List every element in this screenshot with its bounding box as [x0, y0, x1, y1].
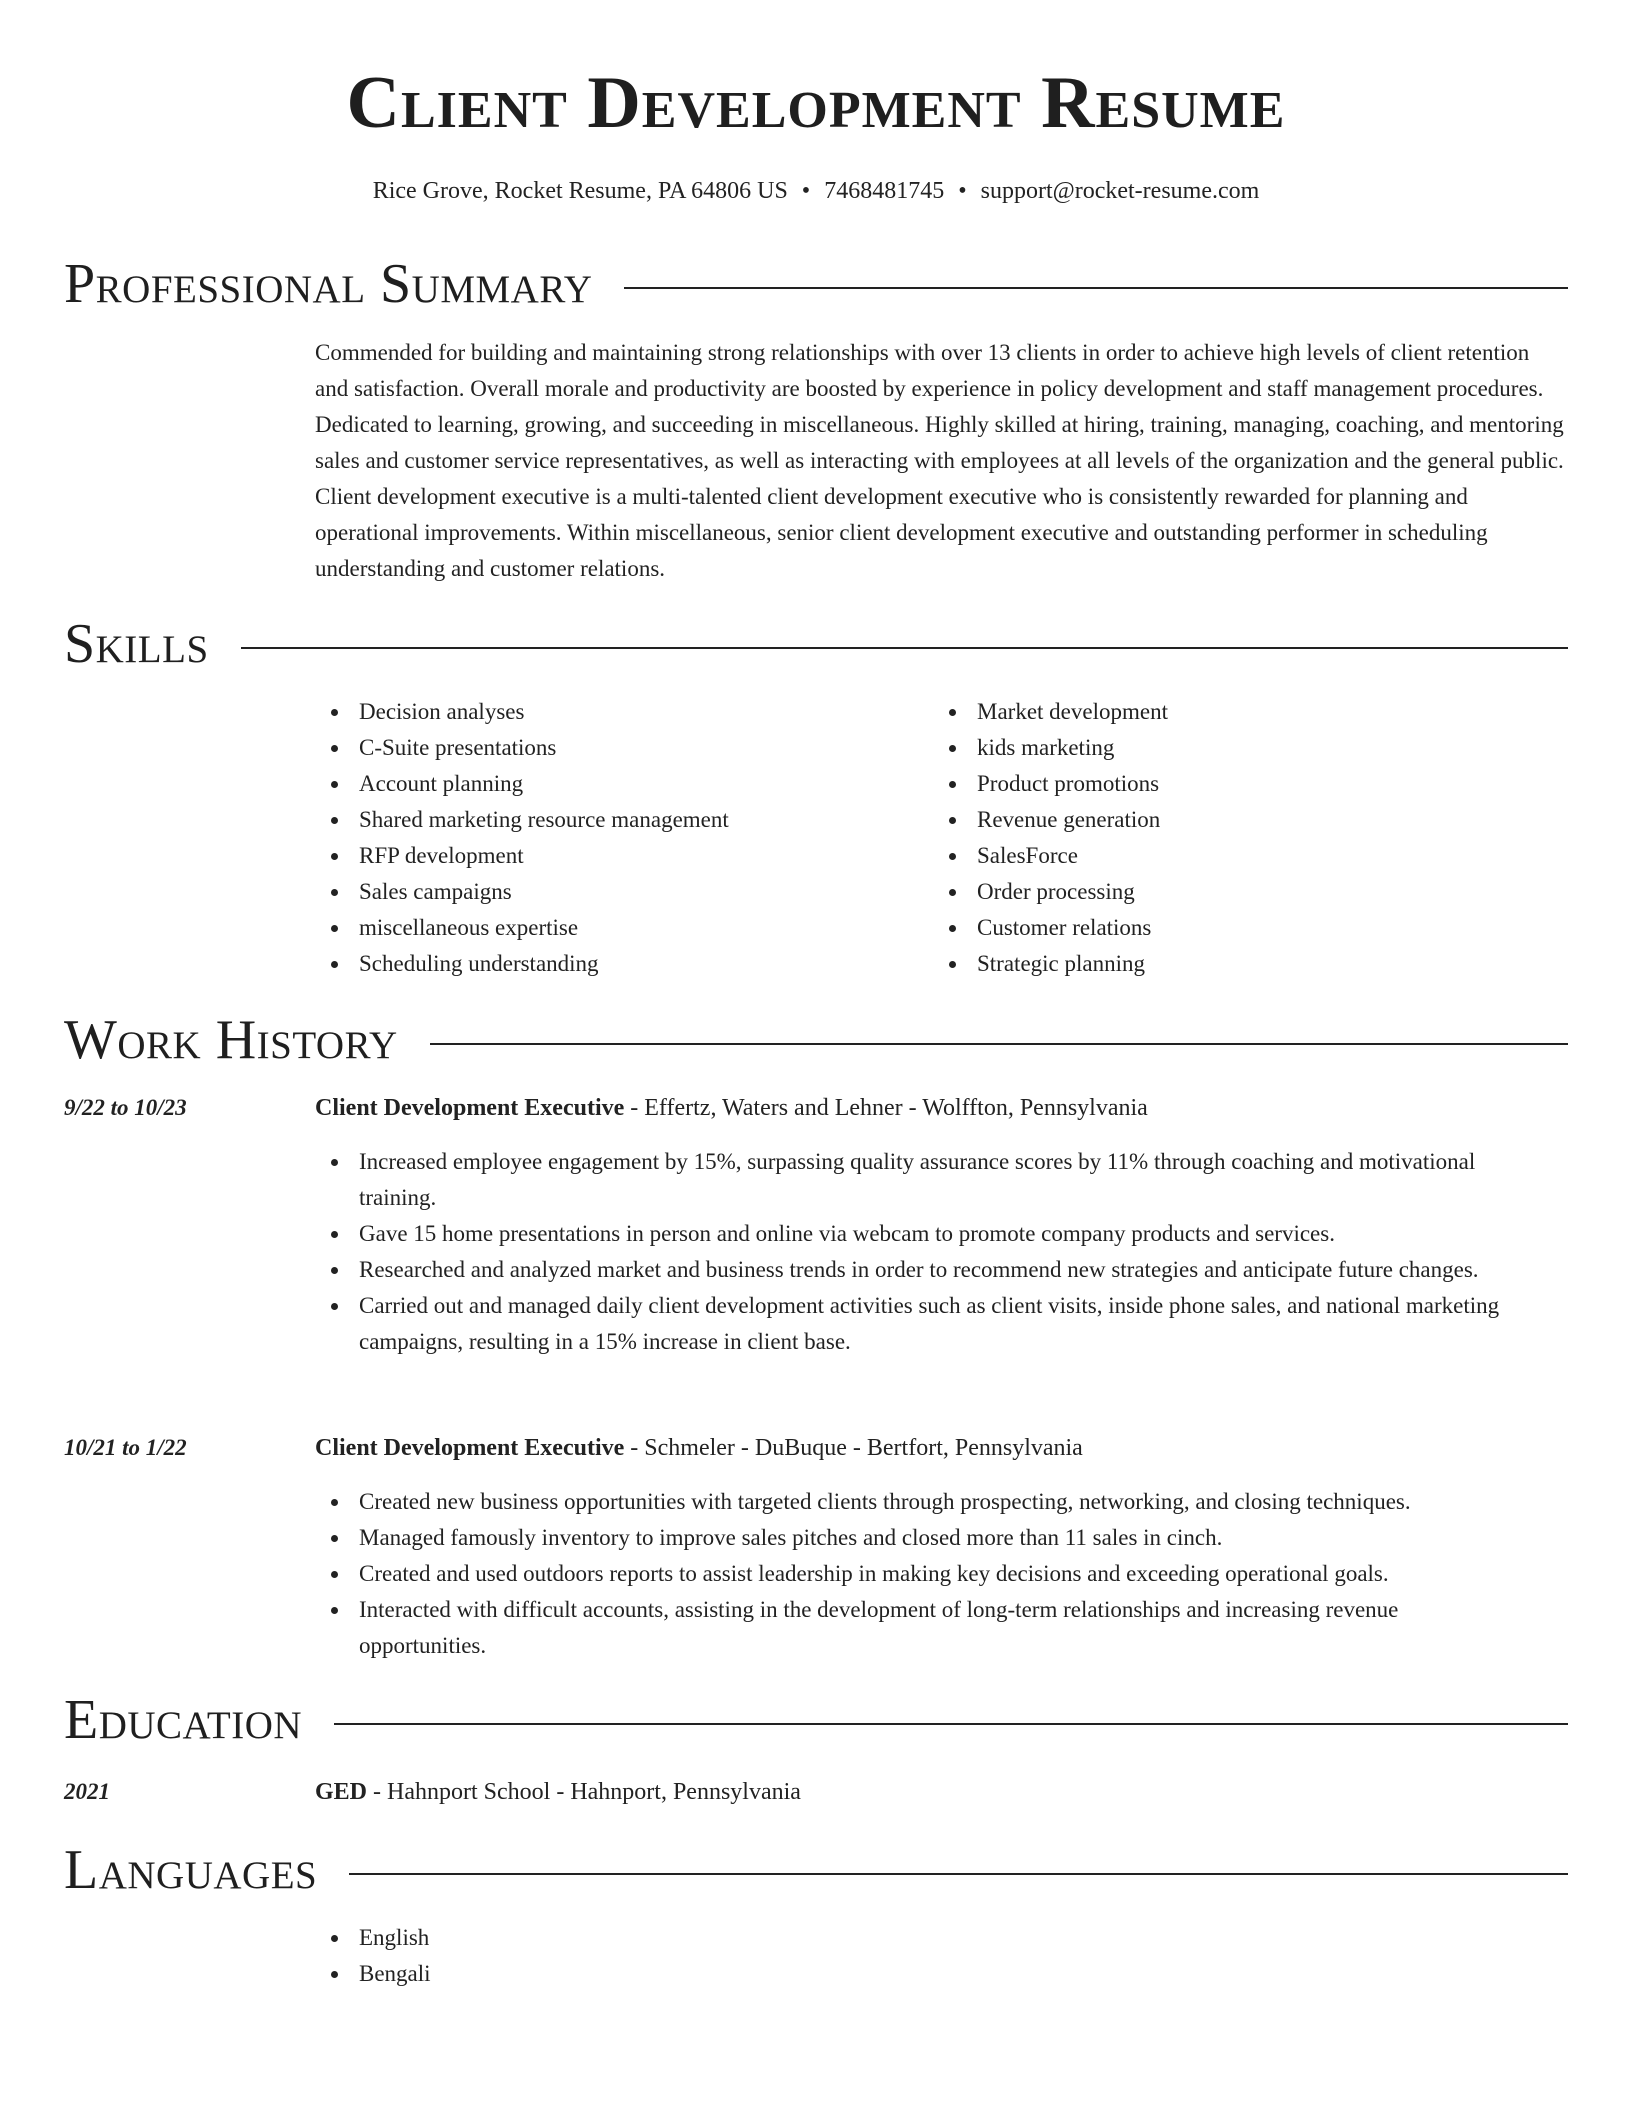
education-heading-line — [315, 1774, 1568, 1810]
section-divider — [349, 1873, 1568, 1875]
skill-item: Order processing — [933, 874, 1551, 910]
work-section-header — [64, 1008, 1568, 1072]
contact-email[interactable]: support@rocket-resume.com — [980, 178, 1260, 204]
job-bullet: Interacted with difficult accounts, assisting in the development of long-term relationships and increasing revenue opportunities. — [315, 1592, 1508, 1664]
job-dates: 9/22 to 10/23 — [64, 1095, 187, 1120]
job-bullet: Gave 15 home presentations in person and online via webcam to promote company products and services. — [315, 1216, 1508, 1252]
section-divider — [624, 287, 1568, 289]
skills-section-header — [64, 612, 1568, 676]
section-divider — [241, 647, 1568, 649]
skill-item: C-Suite presentations — [315, 730, 933, 766]
job-bullet-list — [315, 1144, 1508, 1360]
contact-line — [0, 176, 1632, 206]
languages-section-header — [64, 1838, 1568, 1902]
job-details: - Schmeler - DuBuque - Bertfort, Pennsylvania — [624, 1435, 1083, 1461]
summary-heading: Professional Summary — [64, 253, 593, 315]
job-bullet: Created and used outdoors reports to assist leadership in making key decisions and exceeding operational goals. — [315, 1556, 1508, 1592]
skill-item: Market development — [933, 694, 1551, 730]
job-bullet: Increased employee engagement by 15%, surpassing quality assurance scores by 11% through coaching and motivational training. — [315, 1144, 1508, 1216]
skill-item: Decision analyses — [315, 694, 933, 730]
job-bullet: Researched and analyzed market and business trends in order to recommend new strategies and anticipate future changes. — [315, 1252, 1508, 1288]
skill-item: Shared marketing resource management — [315, 802, 933, 838]
language-item: Bengali — [315, 1956, 1568, 1992]
job-title: Client Development Executive — [315, 1095, 625, 1121]
job-bullet: Managed famously inventory to improve sales pitches and closed more than 11 sales in cinch. — [315, 1520, 1508, 1556]
education-degree: GED — [315, 1779, 368, 1805]
section-divider — [334, 1723, 1568, 1725]
job-title: Client Development Executive — [315, 1435, 625, 1461]
skills-column-left — [315, 694, 933, 982]
job-bullet-list — [315, 1484, 1508, 1664]
skill-item: kids marketing — [933, 730, 1551, 766]
work-heading: Work History — [64, 1009, 398, 1071]
contact-separator: • — [958, 178, 967, 204]
skill-item: Account planning — [315, 766, 933, 802]
job-details: - Effertz, Waters and Lehner - Wolffton, Pennsylvania — [624, 1095, 1148, 1121]
section-divider — [430, 1043, 1568, 1045]
job-bullet: Carried out and managed daily client development activities such as client visits, inside phone sales, and national marketing campaigns, resulting in a 15% increase in client base. — [315, 1288, 1508, 1360]
summary-section-header — [64, 252, 1568, 316]
job-dates: 10/21 to 1/22 — [64, 1435, 187, 1460]
contact-phone: 7468481745 — [824, 178, 945, 204]
job-heading — [315, 1090, 1568, 1126]
skills-heading: Skills — [64, 613, 209, 675]
education-details: - Hahnport School - Hahnport, Pennsylvania — [367, 1779, 801, 1805]
skill-item: Revenue generation — [933, 802, 1551, 838]
skill-item: miscellaneous expertise — [315, 910, 933, 946]
skill-item: Product promotions — [933, 766, 1551, 802]
job-bullet: Created new business opportunities with targeted clients through prospecting, networking, and closing techniques. — [315, 1484, 1508, 1520]
contact-separator: • — [801, 178, 811, 204]
skill-item: Sales campaigns — [315, 874, 933, 910]
skills-list — [315, 694, 1568, 982]
skill-item: SalesForce — [933, 838, 1551, 874]
languages-list — [315, 1920, 1568, 1992]
resume-title: Client Development Resume — [346, 62, 1286, 144]
job-heading — [315, 1430, 1568, 1466]
skill-item: Customer relations — [933, 910, 1551, 946]
skill-item: Scheduling understanding — [315, 946, 933, 982]
summary-text: Commended for building and maintaining strong relationships with over 13 clients in order to achieve high levels of client retention and satisfaction. Overall morale and productivity are boosted by experience in policy development and staff management procedures. Dedicated to learning, growing, and succeeding in miscellaneous. Highly skilled at hiring, training, managing, coaching, and mentoring sales and customer service representatives, as well as interacting with employees at all levels of the organization and the general public. Client development executive is a multi-talented client development executive who is consistently rewarded for planning and operational improvements. Within miscellaneous, senior client development executive and outstanding performer in scheduling understanding and customer relations. — [315, 340, 1564, 581]
contact-address: Rice Grove, Rocket Resume, PA 64806 US — [372, 178, 788, 204]
languages-heading: Languages — [64, 1839, 318, 1901]
language-item: English — [315, 1920, 1568, 1956]
education-year: 2021 — [64, 1779, 110, 1804]
education-heading: Education — [64, 1689, 303, 1751]
skill-item: RFP development — [315, 838, 933, 874]
skill-item: Strategic planning — [933, 946, 1551, 982]
education-section-header — [64, 1688, 1568, 1752]
skills-column-right — [933, 694, 1551, 982]
